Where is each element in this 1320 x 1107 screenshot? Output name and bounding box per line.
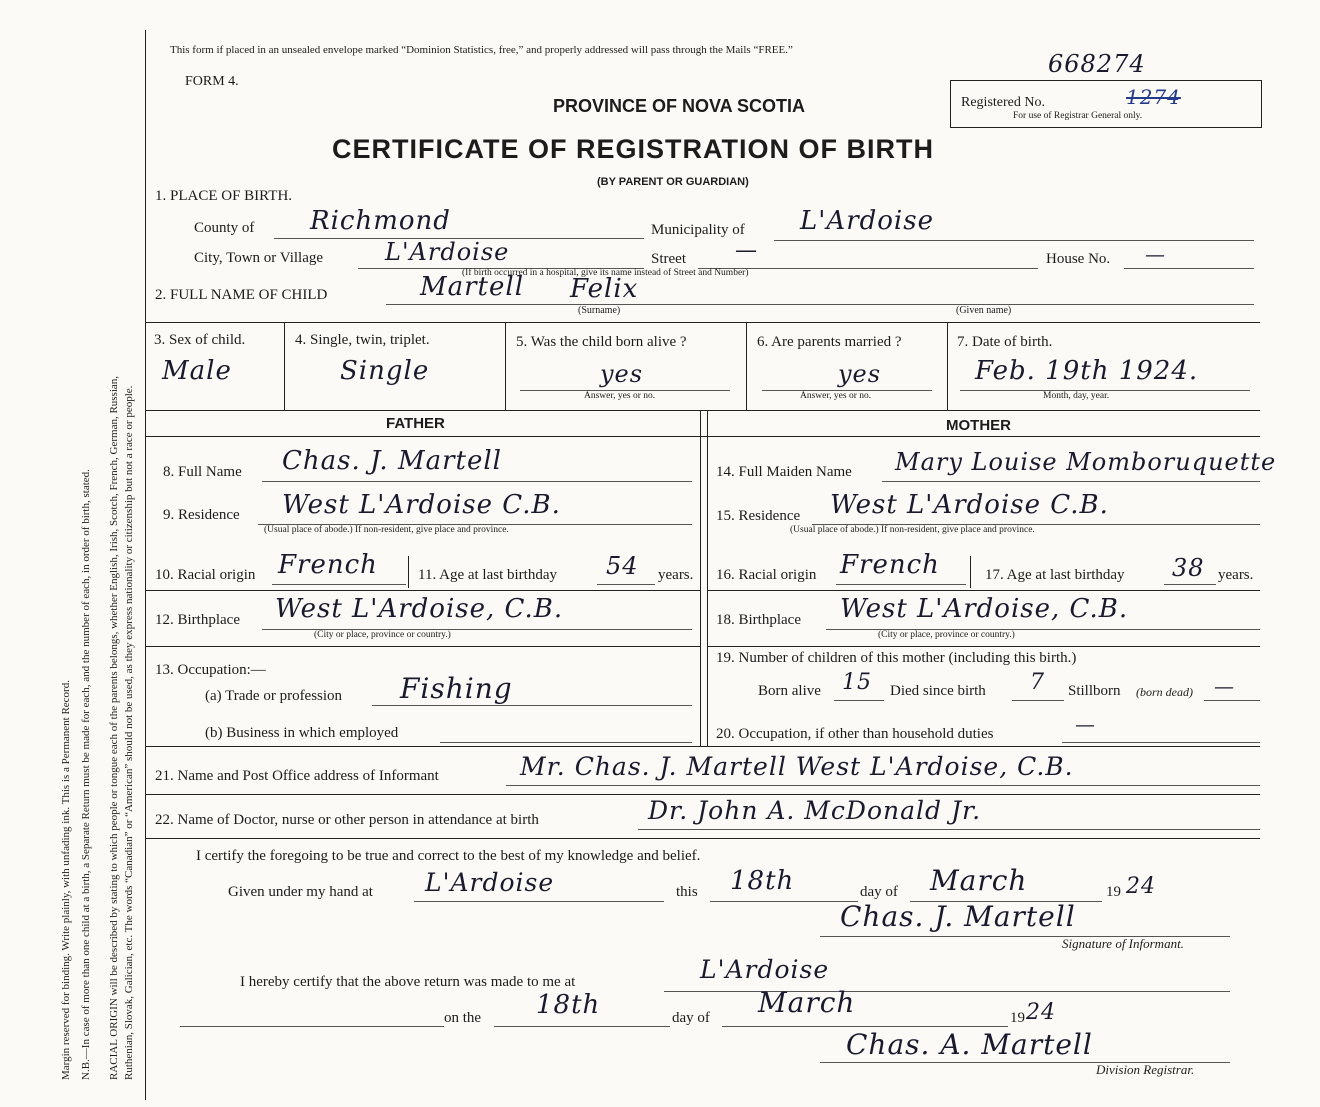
registration-box bbox=[950, 80, 1262, 128]
registration-label: Registered No. bbox=[961, 95, 1045, 110]
stillborn-value: — bbox=[1214, 674, 1235, 698]
row3-divider-2 bbox=[505, 322, 506, 410]
mother-name-value: Mary Louise Momboruquette bbox=[895, 448, 1277, 476]
dob-value: Feb. 19th 1924. bbox=[975, 356, 1199, 386]
stillborn-underline bbox=[1204, 700, 1260, 701]
registrar-lead-underline bbox=[180, 1026, 444, 1027]
mother-years-label: years. bbox=[1218, 567, 1254, 583]
father-name-underline bbox=[262, 481, 692, 482]
child-given-name: Felix bbox=[570, 274, 639, 304]
given-year-value: 24 bbox=[1126, 874, 1156, 899]
row3-divider-1 bbox=[284, 322, 285, 410]
margin-note-4: Ruthenian, Slovak, Galician, etc. The words “Canadian” or “American” should not be used, as they express nationality or citizenship but not a race or people. bbox=[123, 385, 135, 1080]
mother-age-label: 17. Age at last birthday bbox=[985, 567, 1125, 583]
stillborn-label: Stillborn bbox=[1068, 683, 1121, 699]
given-this-label: this bbox=[676, 884, 698, 900]
mother-race-rule bbox=[707, 590, 1260, 591]
informant-label: 21. Name and Post Office address of Informant bbox=[155, 768, 439, 784]
father-age-underline bbox=[597, 584, 655, 585]
father-birthplace-caption: (City or place, province or country.) bbox=[314, 630, 451, 640]
married-value: yes bbox=[838, 360, 882, 388]
informant-underline bbox=[506, 785, 1260, 786]
mother-race-divider bbox=[970, 556, 971, 588]
child-name-label: 2. FULL NAME OF CHILD bbox=[155, 287, 328, 303]
margin-note-1: Margin reserved for binding. Write plainly, with unfading ink. This is a Permanent Record. bbox=[60, 680, 72, 1080]
informant-signature-caption: Signature of Informant. bbox=[1062, 936, 1184, 951]
registrar-month-underline bbox=[722, 1026, 1008, 1027]
row3-divider-4 bbox=[947, 322, 948, 410]
parents-heading-rule bbox=[145, 436, 1260, 437]
house-value: — bbox=[1145, 242, 1166, 266]
father-occupation-label: 13. Occupation:— bbox=[155, 662, 266, 678]
father-race-rule bbox=[145, 590, 700, 591]
city-value: L'Ardoise bbox=[385, 238, 510, 266]
surname-caption: (Surname) bbox=[578, 305, 621, 316]
given-day-of-label: day of bbox=[860, 884, 898, 900]
city-label: City, Town or Village bbox=[194, 250, 324, 266]
dob-caption: Month, day, year. bbox=[1043, 391, 1110, 401]
registration-note: For use of Registrar General only. bbox=[1013, 111, 1143, 121]
row3-divider-3 bbox=[746, 322, 747, 410]
mother-birthplace-value: West L'Ardoise, C.B. bbox=[840, 594, 1129, 624]
mother-occupation-label: 20. Occupation, if other than household duties bbox=[716, 726, 994, 742]
margin-note-3: RACIAL ORIGIN will be described by stating to which people or tongue each of the parents belongs, whether English, Irish, Scotch, French, German, Russian, bbox=[108, 375, 120, 1080]
dob-label: 7. Date of birth. bbox=[957, 334, 1053, 350]
married-label: 6. Are parents married ? bbox=[757, 334, 902, 350]
house-label: House No. bbox=[1046, 251, 1111, 267]
given-under-label: Given under my hand at bbox=[228, 884, 373, 900]
parents-divider-left bbox=[700, 410, 701, 746]
alive-caption: Answer, yes or no. bbox=[584, 391, 656, 401]
registrar-on-the-label: on the bbox=[444, 1010, 482, 1026]
mother-children-label: 19. Number of children of this mother (including this birth.) bbox=[716, 650, 1077, 666]
born-alive-underline bbox=[834, 700, 884, 701]
mother-occupation-value: — bbox=[1075, 712, 1096, 736]
mother-occupation-underline bbox=[1062, 742, 1260, 743]
doctor-rule bbox=[145, 838, 1260, 839]
father-birthplace-value: West L'Ardoise, C.B. bbox=[275, 594, 564, 624]
doctor-value: Dr. John A. McDonald Jr. bbox=[648, 796, 982, 825]
county-value: Richmond bbox=[310, 206, 451, 236]
frame-left bbox=[145, 30, 146, 1100]
house-underline bbox=[1124, 268, 1254, 269]
mother-race-underline bbox=[836, 584, 966, 585]
county-label: County of bbox=[194, 220, 255, 236]
father-residence-label: 9. Residence bbox=[163, 507, 240, 523]
mother-residence-value: West L'Ardoise C.B. bbox=[830, 490, 1109, 520]
postal-notice: This form if placed in an unsealed envelope marked “Dominion Statistics, free,” and properly addressed will pass through the Mails “FREE.” bbox=[170, 44, 793, 56]
municipality-underline bbox=[774, 240, 1254, 241]
mother-race-value: French bbox=[840, 550, 940, 580]
municipality-label: Municipality of bbox=[651, 222, 745, 238]
father-name-label: 8. Full Name bbox=[163, 464, 242, 480]
child-surname: Martell bbox=[420, 272, 525, 302]
registrar-day-value: 18th bbox=[536, 990, 601, 1020]
father-name-value: Chas. J. Martell bbox=[282, 446, 502, 476]
row3-top-rule bbox=[145, 322, 1260, 323]
father-trade-underline bbox=[372, 705, 692, 706]
registrar-caption: Division Registrar. bbox=[1096, 1062, 1195, 1077]
died-underline bbox=[1012, 700, 1064, 701]
doctor-underline bbox=[638, 829, 1260, 830]
parents-bottom-rule bbox=[145, 746, 1260, 747]
father-years-label: years. bbox=[658, 567, 694, 583]
mother-race-label: 16. Racial origin bbox=[716, 567, 817, 583]
parents-divider-right bbox=[707, 410, 708, 746]
registrar-year-value: 24 bbox=[1026, 1000, 1056, 1025]
street-value: — bbox=[735, 238, 758, 263]
form-number: FORM 4. bbox=[185, 74, 239, 89]
father-birthplace-label: 12. Birthplace bbox=[155, 612, 240, 628]
province-heading: PROVINCE OF NOVA SCOTIA bbox=[553, 96, 806, 116]
multiple-label: 4. Single, twin, triplet. bbox=[295, 332, 430, 348]
registrar-place-value: L'Ardoise bbox=[700, 955, 830, 984]
father-race-label: 10. Racial origin bbox=[155, 567, 256, 583]
father-heading: FATHER bbox=[386, 415, 445, 432]
sex-value: Male bbox=[162, 356, 232, 386]
mother-residence-label: 15. Residence bbox=[716, 508, 801, 524]
multiple-value: Single bbox=[340, 356, 430, 386]
father-race-underline bbox=[272, 584, 406, 585]
street-label: Street bbox=[651, 251, 686, 267]
given-day-value: 18th bbox=[730, 866, 795, 896]
mother-age-value: 38 bbox=[1172, 554, 1205, 582]
registrar-place-underline bbox=[664, 991, 1230, 992]
mother-birthplace-label: 18. Birthplace bbox=[716, 612, 801, 628]
informant-value: Mr. Chas. J. Martell West L'Ardoise, C.B. bbox=[520, 752, 1074, 781]
mother-residence-caption: (Usual place of abode.) If non-resident, give place and province. bbox=[790, 525, 1035, 535]
child-name-underline bbox=[386, 304, 1254, 305]
informant-signature: Chas. J. Martell bbox=[840, 900, 1076, 933]
registration-number: 668274 bbox=[1048, 50, 1146, 78]
father-trade-value: Fishing bbox=[400, 672, 513, 705]
margin-note-2: N.B.—In case of more than one child at a birth, a Separate Return must be made for each, and the number of each, in order of birth, stated. bbox=[80, 469, 92, 1080]
mother-name-label: 14. Full Maiden Name bbox=[716, 464, 852, 480]
alive-value: yes bbox=[600, 360, 644, 388]
mother-birthplace-caption: (City or place, province or country.) bbox=[878, 630, 1015, 640]
father-business-underline bbox=[440, 742, 692, 743]
alive-label: 5. Was the child born alive ? bbox=[516, 334, 687, 350]
stillborn-note: (born dead) bbox=[1136, 685, 1193, 699]
registrar-day-underline bbox=[494, 1026, 670, 1027]
died-value: 7 bbox=[1030, 670, 1045, 695]
father-birthplace-rule bbox=[145, 646, 700, 647]
doctor-label: 22. Name of Doctor, nurse or other person in attendance at birth bbox=[155, 812, 539, 828]
born-alive-value: 15 bbox=[842, 670, 872, 695]
given-name-caption: (Given name) bbox=[956, 305, 1012, 316]
registrar-signature: Chas. A. Martell bbox=[846, 1028, 1093, 1061]
father-age-value: 54 bbox=[606, 552, 639, 580]
father-race-divider bbox=[408, 556, 409, 588]
father-residence-value: West L'Ardoise C.B. bbox=[282, 490, 561, 520]
father-trade-label: (a) Trade or profession bbox=[205, 688, 343, 704]
municipality-value: L'Ardoise bbox=[800, 206, 934, 236]
informant-rule bbox=[145, 794, 1260, 795]
mother-heading: MOTHER bbox=[946, 417, 1011, 434]
mother-birthplace-rule bbox=[707, 646, 1260, 647]
registrar-month-value: March bbox=[758, 986, 856, 1019]
street-underline bbox=[698, 268, 1038, 269]
registration-struck-number: 1274 bbox=[1126, 85, 1181, 109]
married-caption: Answer, yes or no. bbox=[800, 391, 872, 401]
given-year-prefix: 19 bbox=[1106, 884, 1121, 900]
row3-bottom-rule bbox=[145, 410, 1260, 411]
died-label: Died since birth bbox=[890, 683, 986, 699]
page-subtitle: (BY PARENT OR GUARDIAN) bbox=[597, 176, 749, 188]
registrar-day-of-label: day of bbox=[672, 1010, 710, 1026]
mother-name-underline bbox=[882, 481, 1260, 482]
mother-age-underline bbox=[1164, 584, 1216, 585]
registrar-year-prefix: 19 bbox=[1010, 1010, 1025, 1026]
place-of-birth-label: 1. PLACE OF BIRTH. bbox=[155, 188, 293, 204]
given-day-underline bbox=[710, 901, 858, 902]
certify-statement: I certify the foregoing to be true and correct to the best of my knowledge and belief. bbox=[196, 848, 701, 864]
hospital-note: (If birth occurred in a hospital, give its name instead of Street and Number) bbox=[462, 268, 749, 278]
registrar-statement: I hereby certify that the above return was made to me at bbox=[240, 974, 576, 990]
father-age-label: 11. Age at last birthday bbox=[418, 567, 557, 583]
father-race-value: French bbox=[278, 550, 378, 580]
given-month-value: March bbox=[930, 864, 1028, 897]
page-title: CERTIFICATE OF REGISTRATION OF BIRTH bbox=[332, 134, 934, 164]
father-residence-caption: (Usual place of abode.) If non-resident, give place and province. bbox=[264, 525, 509, 535]
father-business-label: (b) Business in which employed bbox=[205, 725, 399, 741]
given-place-value: L'Ardoise bbox=[425, 868, 555, 897]
sex-label: 3. Sex of child. bbox=[154, 332, 246, 348]
given-place-underline bbox=[414, 901, 664, 902]
born-alive-label: Born alive bbox=[758, 683, 821, 699]
